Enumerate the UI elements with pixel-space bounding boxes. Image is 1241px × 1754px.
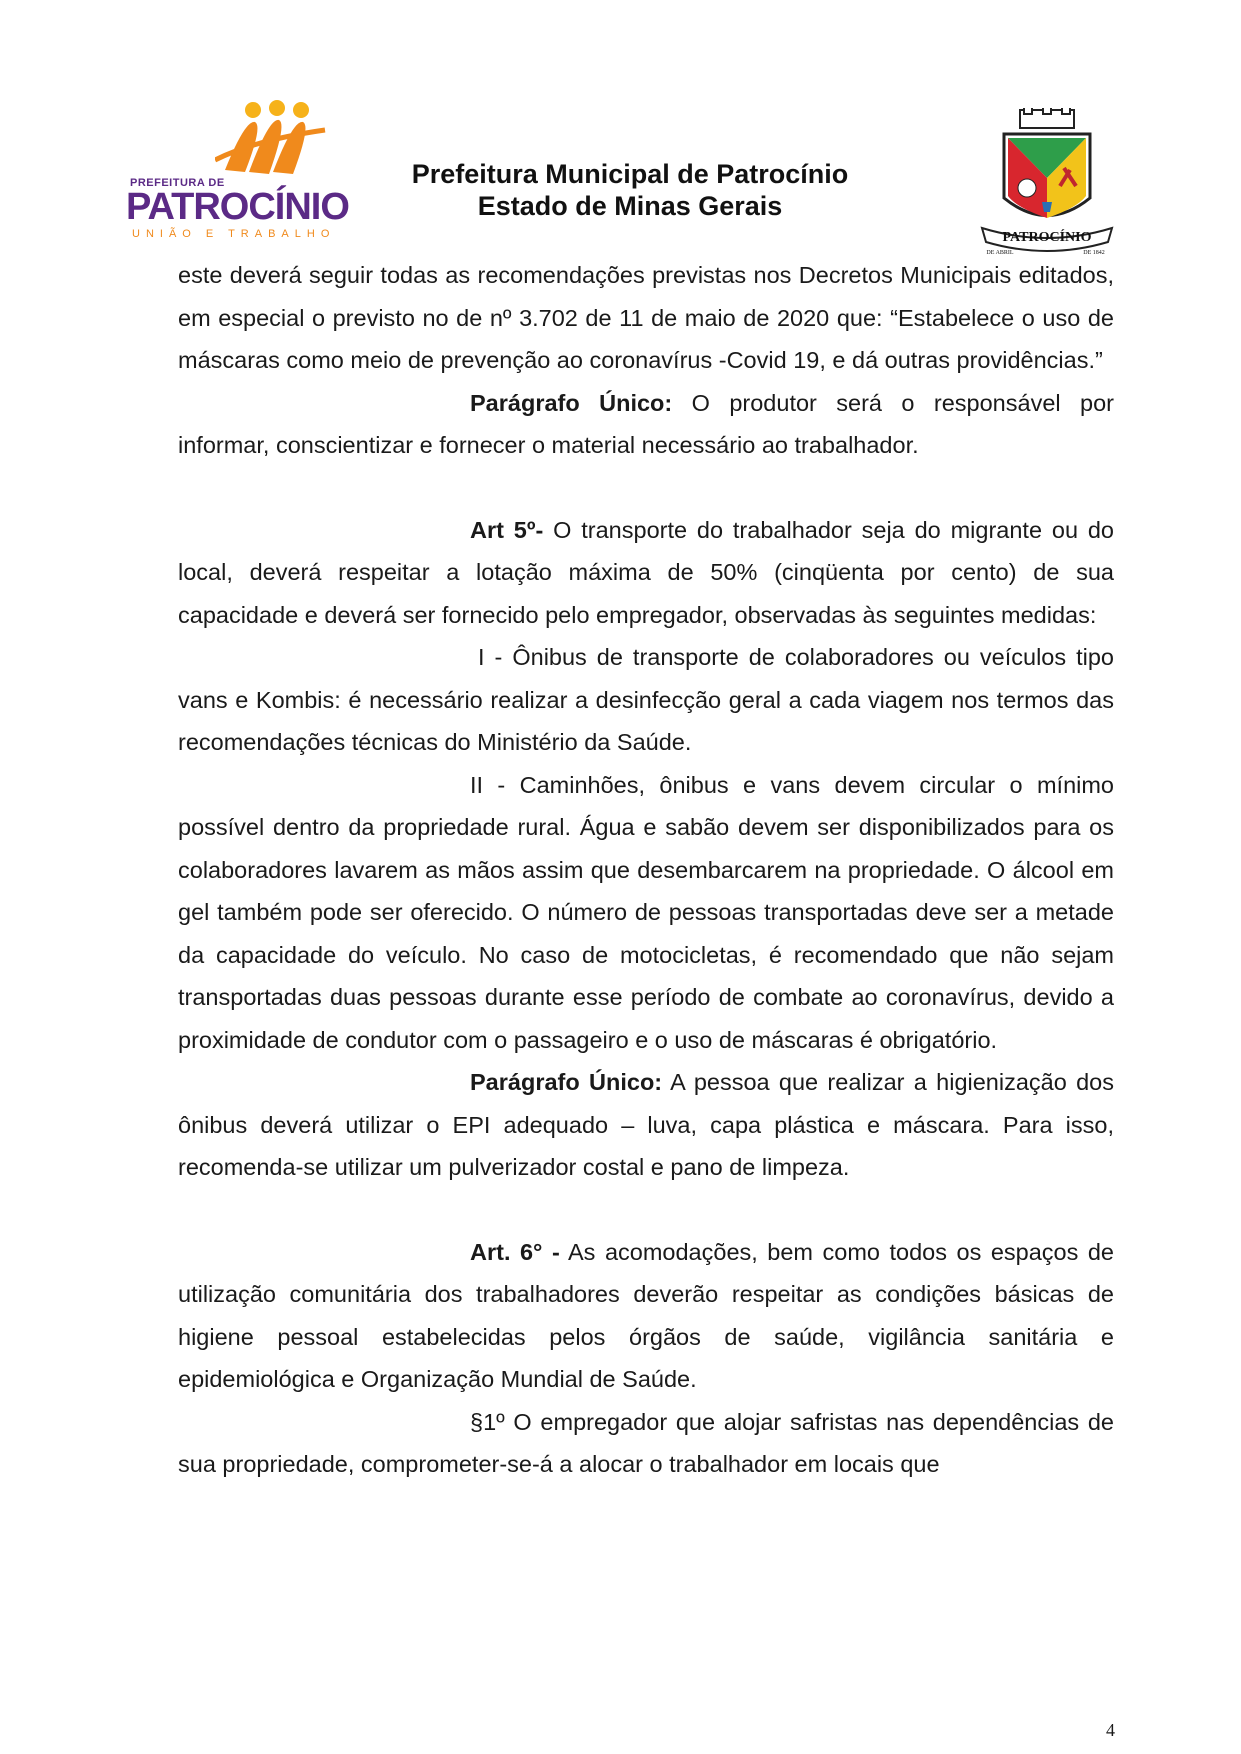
paragrafo-unico-text: A pessoa que realizar a higienização dos ônibus deverá utilizar o EPI adequado – luva, capa plástica e máscara. Para isso, recomenda-se utilizar um pulverizador costal e pano de limpeza. bbox=[178, 1069, 1114, 1180]
paragrafo-unico-2 bbox=[178, 1061, 1114, 1189]
paragrafo-unico-label: Parágrafo Único: bbox=[470, 389, 673, 416]
article-6-label: Art. 6° - bbox=[470, 1238, 560, 1265]
header-title bbox=[380, 158, 880, 222]
crest-banner: PATROCÍNIO bbox=[1002, 230, 1092, 245]
document-body bbox=[178, 254, 1114, 1486]
coat-of-arms-icon bbox=[972, 108, 1122, 258]
page-number: 4 bbox=[1106, 1720, 1115, 1740]
paragraph-continuation: este deverá seguir todas as recomendações previstas nos Decretos Municipais editados, em especial o previsto no de nº 3.702 de 11 de maio de 2020 que: “Estabelece o uso de máscaras como meio de prevenção ao coronavírus -Covid 19, e dá outras providências.” bbox=[178, 262, 1114, 373]
paragraph-1: §1º O empregador que alojar safristas nas dependências de sua propriedade, comprometer-se-á a alocar o trabalhador em locais que bbox=[178, 1408, 1114, 1477]
item-ii: II - Caminhões, ônibus e vans devem circular o mínimo possível dentro da propriedade rural. Água e sabão devem ser disponibilizados para os colaboradores lavarem as mãos assim que desembarcarem na propriedade. O álcool em gel também pode ser oferecido. O número de pessoas transportadas deve ser a metade da capacidade do veículo. No caso de motocicletas, é recomendado que não sejam transportadas duas pessoas durante esse período de combate ao coronavírus, devido a proximidade de condutor com o passageiro e o uso de máscaras é obrigatório. bbox=[178, 771, 1114, 1053]
article-5 bbox=[178, 509, 1114, 637]
article-6-text: As acomodações, bem como todos os espaços de utilização comunitária dos trabalhadores deverão respeitar as condições básicas de higiene pessoal estabelecidas pelos órgãos de saúde, vigilância sanitária e epidemiológica e Organização Mundial de Saúde. bbox=[178, 1238, 1115, 1392]
article-6 bbox=[178, 1231, 1114, 1401]
logo-prefix: PREFEITURA DE bbox=[130, 177, 225, 189]
people-icon bbox=[215, 100, 335, 180]
title-line-1: Prefeitura Municipal de Patrocínio bbox=[411, 159, 849, 189]
patrocinio-logo bbox=[120, 100, 349, 240]
article-5-label: Art 5º- bbox=[470, 516, 544, 543]
crest-ribbon-right: DE 1842 bbox=[1083, 250, 1105, 256]
crest-ribbon-left: DE ABRIL bbox=[986, 250, 1014, 256]
logo-tagline: UNIÃO E TRABALHO bbox=[132, 228, 336, 240]
paragrafo-unico-text: O produtor será o responsável por informar, conscientizar e fornecer o material necessário ao trabalhador. bbox=[178, 389, 1114, 458]
paragrafo-unico-label: Parágrafo Único: bbox=[470, 1069, 663, 1095]
item-i: I - Ônibus de transporte de colaboradores ou veículos tipo vans e Kombis: é necessário realizar a desinfecção geral a cada viagem nos termos das recomendações técnicas do Ministério da Saúde. bbox=[178, 644, 1114, 755]
page-header bbox=[0, 90, 1241, 260]
logo-name: PATROCÍNIO bbox=[126, 186, 349, 228]
title-line-2: Estado de Minas Gerais bbox=[477, 191, 783, 221]
article-5-text: O transporte do trabalhador seja do migrante ou do local, deverá respeitar a lotação máxima de 50% (cinqüenta por cento) de sua capacidade e deverá ser fornecido pelo empregador, observadas às seguintes medidas: bbox=[178, 516, 1114, 628]
paragrafo-unico-1 bbox=[178, 382, 1114, 467]
